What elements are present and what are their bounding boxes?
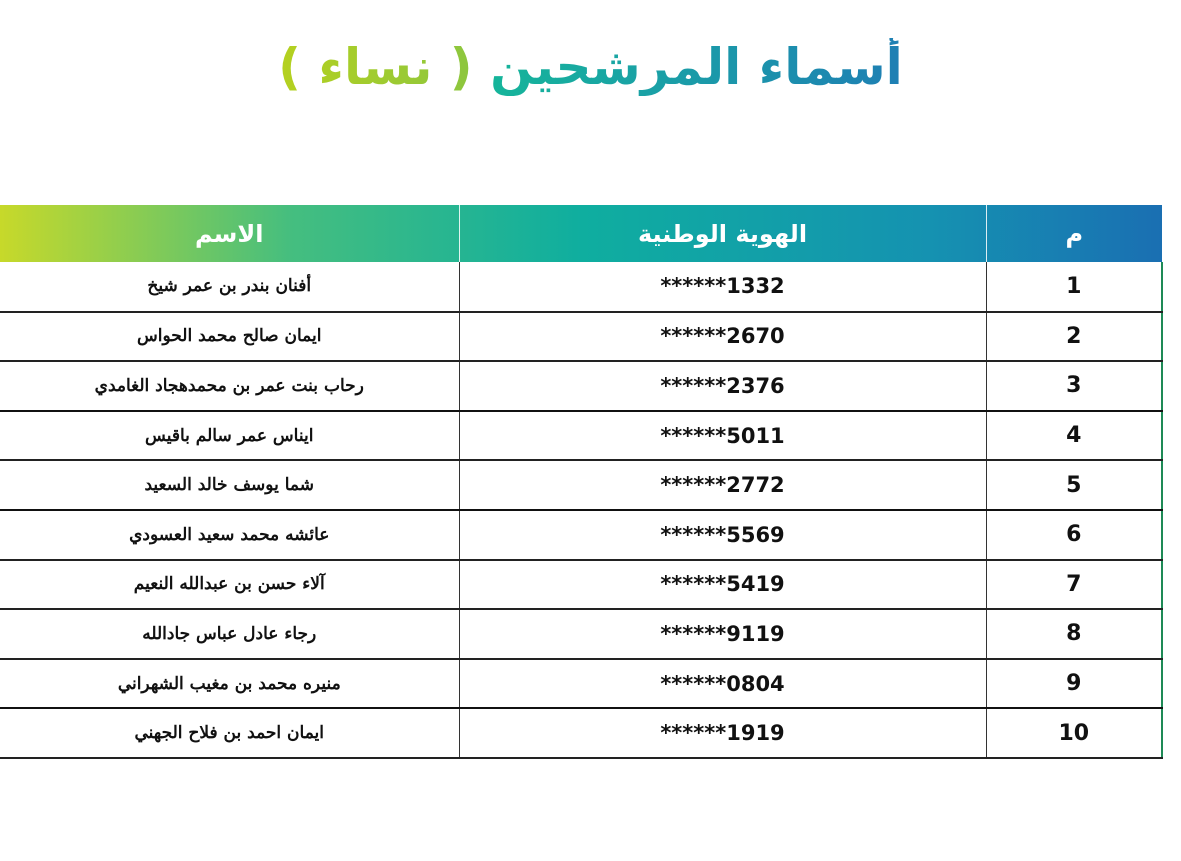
table-row bbox=[0, 411, 1162, 461]
row-num: 4 bbox=[986, 411, 1162, 461]
table-row bbox=[0, 361, 1162, 411]
row-national-id: ******2670 bbox=[459, 312, 986, 362]
table-row bbox=[0, 708, 1162, 758]
row-num: 8 bbox=[986, 609, 1162, 659]
row-national-id: ******2376 bbox=[459, 361, 986, 411]
table-row bbox=[0, 609, 1162, 659]
table-row bbox=[0, 262, 1162, 312]
row-national-id: ******1332 bbox=[459, 262, 986, 312]
row-name: آلاء حسن بن عبدالله النعيم bbox=[0, 560, 459, 610]
page-title-sub: ( نساء ) bbox=[278, 38, 473, 96]
row-num: 10 bbox=[986, 708, 1162, 758]
row-national-id: ******0804 bbox=[459, 659, 986, 709]
table-row bbox=[0, 510, 1162, 560]
row-national-id: ******5011 bbox=[459, 411, 986, 461]
row-num: 5 bbox=[986, 460, 1162, 510]
row-name: ايناس عمر سالم باقيس bbox=[0, 411, 459, 461]
row-name: شما يوسف خالد السعيد bbox=[0, 460, 459, 510]
header-num: م bbox=[986, 205, 1162, 262]
table-row bbox=[0, 312, 1162, 362]
row-num: 3 bbox=[986, 361, 1162, 411]
candidates-table bbox=[0, 205, 1163, 759]
row-name: منيره محمد بن مغيب الشهراني bbox=[0, 659, 459, 709]
table-row bbox=[0, 560, 1162, 610]
row-name: رحاب بنت عمر بن محمدهجاد الغامدي bbox=[0, 361, 459, 411]
row-num: 2 bbox=[986, 312, 1162, 362]
row-name: عائشه محمد سعيد العسودي bbox=[0, 510, 459, 560]
row-name: ايمان احمد بن فلاح الجهني bbox=[0, 708, 459, 758]
header-national-id: الهوية الوطنية bbox=[459, 205, 986, 262]
table-header-row bbox=[0, 205, 1162, 262]
row-name: رجاء عادل عباس جادالله bbox=[0, 609, 459, 659]
row-national-id: ******9119 bbox=[459, 609, 986, 659]
row-national-id: ******5419 bbox=[459, 560, 986, 610]
row-name: أفنان بندر بن عمر شيخ bbox=[0, 262, 459, 312]
row-national-id: ******5569 bbox=[459, 510, 986, 560]
table-row bbox=[0, 659, 1162, 709]
row-num: 7 bbox=[986, 560, 1162, 610]
row-national-id: ******1919 bbox=[459, 708, 986, 758]
row-name: ايمان صالح محمد الحواس bbox=[0, 312, 459, 362]
page-title-main: أسماء المرشحين bbox=[490, 38, 903, 96]
page-title bbox=[0, 22, 1181, 112]
table-row bbox=[0, 460, 1162, 510]
row-num: 6 bbox=[986, 510, 1162, 560]
row-num: 9 bbox=[986, 659, 1162, 709]
row-num: 1 bbox=[986, 262, 1162, 312]
row-national-id: ******2772 bbox=[459, 460, 986, 510]
header-name: الاسم bbox=[194, 219, 264, 248]
